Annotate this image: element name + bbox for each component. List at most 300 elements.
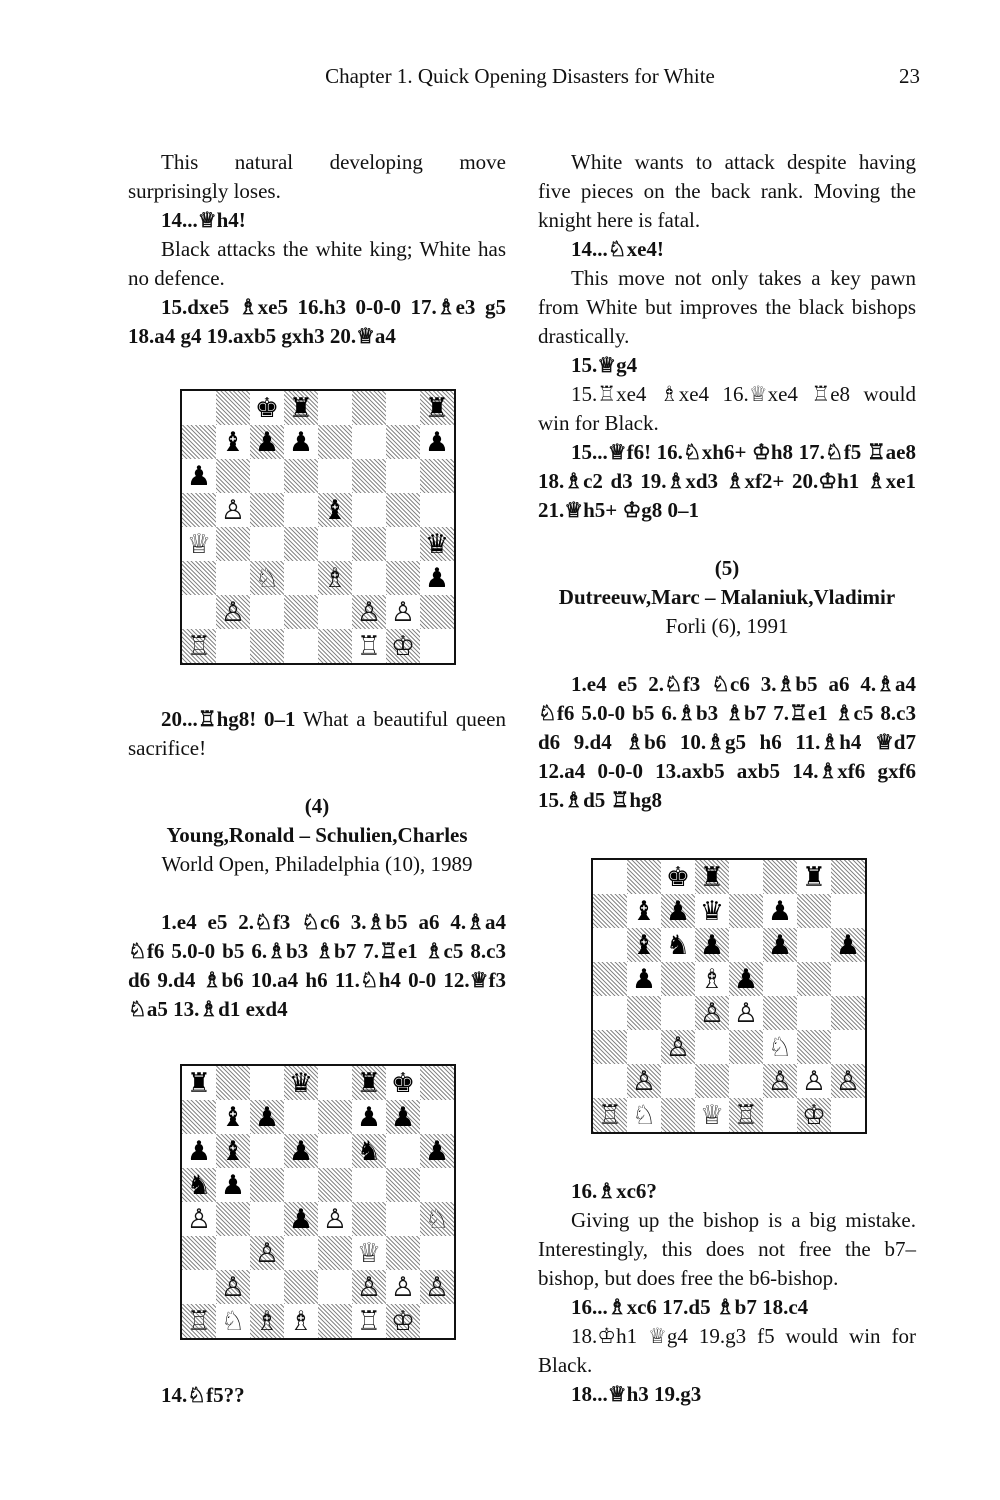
board-square xyxy=(182,425,216,459)
board-square xyxy=(182,493,216,527)
board-square xyxy=(352,1236,386,1270)
white-pawn-icon: ♙ xyxy=(835,1065,861,1097)
white-rook-icon: ♖ xyxy=(356,1305,382,1337)
board-square xyxy=(250,1304,284,1338)
board-square xyxy=(420,459,454,493)
board-square xyxy=(420,1134,454,1168)
board-square xyxy=(284,1100,318,1134)
board-square xyxy=(763,996,797,1030)
board-square xyxy=(695,894,729,928)
board-square xyxy=(763,860,797,894)
black-pawn-icon: ♟ xyxy=(835,929,861,961)
board-square xyxy=(831,860,865,894)
game-players: Dutreeuw,Marc – Malaniuk,Vladimir xyxy=(558,585,896,609)
black-king-icon: ♚ xyxy=(254,392,280,424)
board-square xyxy=(593,860,627,894)
board-square xyxy=(352,1202,386,1236)
board-square xyxy=(216,391,250,425)
board-square xyxy=(386,1168,420,1202)
board-square xyxy=(216,561,250,595)
left-column-top xyxy=(128,148,506,351)
white-pawn-icon: ♙ xyxy=(801,1065,827,1097)
white-rook-icon: ♖ xyxy=(356,630,382,662)
board-square xyxy=(797,860,831,894)
board-square xyxy=(797,928,831,962)
paragraph: 14...♘xe4! xyxy=(571,237,664,261)
board-square xyxy=(729,928,763,962)
running-header: Chapter 1. Quick Opening Disasters for White xyxy=(325,64,715,88)
paragraph: White wants to attack despite having five pieces on the back rank. Moving the knight here is fatal. xyxy=(538,150,916,232)
board-square xyxy=(593,996,627,1030)
black-rook-icon: ♜ xyxy=(699,861,725,893)
game-number: (5) xyxy=(714,556,740,580)
board-square xyxy=(352,527,386,561)
board-square xyxy=(216,1066,250,1100)
board-square xyxy=(284,493,318,527)
black-knight-icon: ♞ xyxy=(186,1169,212,1201)
board-square xyxy=(420,1168,454,1202)
board-square xyxy=(284,561,318,595)
board-square xyxy=(318,527,352,561)
game-moves: 1.e4 e5 2.♘f3 ♘c6 3.♗b5 a6 4.♗a4 ♘f6 5.0-0 b5 6.♗b3 ♗b7 7.♖e1 ♗c5 8.c3 d6 9.d4 ♗b6 10.a4 h6 11.♘h4 0-0 12.♕f3 ♘a5 13.♗d1 exd4 xyxy=(128,910,506,1021)
board-square xyxy=(420,595,454,629)
board-square xyxy=(318,425,352,459)
board-square xyxy=(352,1134,386,1168)
white-knight-icon: ♘ xyxy=(631,1099,657,1131)
black-pawn-icon: ♟ xyxy=(424,562,450,594)
board-square xyxy=(729,894,763,928)
paragraph: This move not only takes a key pawn from White but improves the black bishops drastically. xyxy=(538,266,916,348)
board-square xyxy=(797,1098,831,1132)
board-square xyxy=(284,595,318,629)
board-square xyxy=(661,1064,695,1098)
board-square xyxy=(627,962,661,996)
white-rook-icon: ♖ xyxy=(186,630,212,662)
black-pawn-icon: ♟ xyxy=(186,1135,212,1167)
board-square xyxy=(318,1100,352,1134)
board-square xyxy=(593,894,627,928)
paragraph xyxy=(128,705,506,763)
board-square xyxy=(627,1098,661,1132)
board-square xyxy=(318,1304,352,1338)
board-square xyxy=(797,894,831,928)
white-queen-icon: ♕ xyxy=(356,1237,382,1269)
board-square xyxy=(182,1168,216,1202)
board-square xyxy=(284,1168,318,1202)
board-square xyxy=(695,1064,729,1098)
white-pawn-icon: ♙ xyxy=(356,596,382,628)
board-square xyxy=(797,996,831,1030)
black-rook-icon: ♜ xyxy=(356,1067,382,1099)
board-square xyxy=(250,493,284,527)
white-king-icon: ♔ xyxy=(390,1305,416,1337)
black-rook-icon: ♜ xyxy=(424,392,450,424)
board-square xyxy=(250,595,284,629)
board-square xyxy=(352,1066,386,1100)
board-square xyxy=(420,561,454,595)
board-square xyxy=(831,996,865,1030)
board-square xyxy=(661,1098,695,1132)
black-queen-icon: ♛ xyxy=(699,895,725,927)
board-square xyxy=(695,962,729,996)
board-square xyxy=(182,1134,216,1168)
black-pawn-icon: ♟ xyxy=(254,426,280,458)
white-bishop-icon: ♗ xyxy=(699,963,725,995)
board-square xyxy=(386,1236,420,1270)
board-square xyxy=(318,1168,352,1202)
board-square xyxy=(216,1202,250,1236)
black-queen-icon: ♛ xyxy=(424,528,450,560)
board-square xyxy=(250,425,284,459)
comment-text: What a beautiful queen sacrifice! xyxy=(128,707,506,760)
board-square xyxy=(729,1064,763,1098)
board-square xyxy=(627,860,661,894)
black-rook-icon: ♜ xyxy=(288,392,314,424)
white-pawn-icon: ♙ xyxy=(220,1271,246,1303)
board-square xyxy=(284,425,318,459)
board-square xyxy=(318,1134,352,1168)
white-pawn-icon: ♙ xyxy=(390,596,416,628)
board-square xyxy=(216,1134,250,1168)
board-square xyxy=(729,1030,763,1064)
board-square xyxy=(216,595,250,629)
board-square xyxy=(386,1270,420,1304)
board-square xyxy=(182,459,216,493)
paragraph: 16...♗xc6 17.d5 ♗b7 18.c4 xyxy=(571,1295,809,1319)
left-column-bottom xyxy=(128,1381,506,1410)
board-square xyxy=(627,1064,661,1098)
board-square xyxy=(182,1304,216,1338)
board-square xyxy=(182,561,216,595)
white-knight-icon: ♘ xyxy=(254,562,280,594)
black-pawn-icon: ♟ xyxy=(220,1169,246,1201)
board-square xyxy=(182,595,216,629)
paragraph: 15.♖xe4 ♗xe4 16.♕xe4 ♖e8 would win for Black. xyxy=(538,382,916,435)
board-square xyxy=(216,629,250,663)
black-pawn-icon: ♟ xyxy=(424,426,450,458)
board-square xyxy=(627,928,661,962)
board-square xyxy=(216,1100,250,1134)
white-pawn-icon: ♙ xyxy=(390,1271,416,1303)
board-square xyxy=(250,459,284,493)
game-moves: 1.e4 e5 2.♘f3 ♘c6 3.♗b5 a6 4.♗a4 ♘f6 5.0-0 b5 6.♗b3 ♗b7 7.♖e1 ♗c5 8.c3 d6 9.d4 ♗b6 10.♗g5 h6 11.♗h4 ♕d7 12.a4 0-0-0 13.axb5 axb5 14.♗xf6 gxf6 15.♗d5 ♖hg8 xyxy=(538,672,916,812)
black-king-icon: ♚ xyxy=(390,1067,416,1099)
board-square xyxy=(695,1030,729,1064)
board-square xyxy=(593,928,627,962)
chess-diagram-2 xyxy=(180,1064,456,1340)
white-rook-icon: ♖ xyxy=(733,1099,759,1131)
board-square xyxy=(216,1168,250,1202)
board-square xyxy=(352,595,386,629)
board-square xyxy=(318,595,352,629)
board-square xyxy=(250,1202,284,1236)
board-square xyxy=(284,1066,318,1100)
board-square xyxy=(284,629,318,663)
board-square xyxy=(420,1236,454,1270)
board-square xyxy=(284,1134,318,1168)
board-square xyxy=(763,894,797,928)
left-column-middle xyxy=(128,705,506,1024)
board-square xyxy=(216,459,250,493)
white-queen-icon: ♕ xyxy=(699,1099,725,1131)
game-event: World Open, Philadelphia (10), 1989 xyxy=(161,852,473,876)
black-bishop-icon: ♝ xyxy=(220,1135,246,1167)
board-square xyxy=(216,1270,250,1304)
board-square xyxy=(661,894,695,928)
white-pawn-icon: ♙ xyxy=(733,997,759,1029)
paragraph: Black attacks the white king; White has no defence. xyxy=(128,237,506,290)
board-square xyxy=(661,1030,695,1064)
board-square xyxy=(352,391,386,425)
board-square xyxy=(797,1064,831,1098)
board-square xyxy=(661,928,695,962)
board-square xyxy=(831,1030,865,1064)
board-square xyxy=(386,1304,420,1338)
chess-diagram-1 xyxy=(180,389,456,665)
black-bishop-icon: ♝ xyxy=(220,426,246,458)
board-square xyxy=(729,1098,763,1132)
board-square xyxy=(797,1030,831,1064)
board-square xyxy=(593,1030,627,1064)
white-knight-icon: ♘ xyxy=(424,1203,450,1235)
page-number: 23 xyxy=(899,64,920,88)
board-square xyxy=(386,391,420,425)
board-square xyxy=(593,1098,627,1132)
board-square xyxy=(352,629,386,663)
board-square xyxy=(250,1168,284,1202)
white-bishop-icon: ♗ xyxy=(322,562,348,594)
white-pawn-icon: ♙ xyxy=(322,1203,348,1235)
board-square xyxy=(182,527,216,561)
board-square xyxy=(386,527,420,561)
paragraph: 18.♔h1 ♕g4 19.g3 f5 would win for Black. xyxy=(538,1324,916,1377)
black-knight-icon: ♞ xyxy=(665,929,691,961)
board-square xyxy=(318,1202,352,1236)
board-square xyxy=(284,1270,318,1304)
black-knight-icon: ♞ xyxy=(356,1135,382,1167)
black-rook-icon: ♜ xyxy=(186,1067,212,1099)
board-square xyxy=(831,962,865,996)
white-pawn-icon: ♙ xyxy=(665,1031,691,1063)
board-square xyxy=(250,1270,284,1304)
black-pawn-icon: ♟ xyxy=(288,1135,314,1167)
paragraph: 15.dxe5 ♗xe5 16.h3 0-0-0 17.♗e3 g5 18.a4 g4 19.axb5 gxh3 20.♕a4 xyxy=(128,295,506,348)
board-square xyxy=(250,561,284,595)
board-square xyxy=(318,493,352,527)
white-pawn-icon: ♙ xyxy=(356,1271,382,1303)
board-square xyxy=(352,1100,386,1134)
board-square xyxy=(182,629,216,663)
board-square xyxy=(386,561,420,595)
black-bishop-icon: ♝ xyxy=(220,1101,246,1133)
board-square xyxy=(729,860,763,894)
board-square xyxy=(352,1304,386,1338)
board-square xyxy=(729,996,763,1030)
white-pawn-icon: ♙ xyxy=(220,494,246,526)
board-square xyxy=(284,527,318,561)
board-square xyxy=(386,425,420,459)
black-bishop-icon: ♝ xyxy=(631,895,657,927)
paragraph: 15.♕g4 xyxy=(571,353,638,377)
board-square xyxy=(318,561,352,595)
board-square xyxy=(695,928,729,962)
board-square xyxy=(831,1064,865,1098)
white-pawn-icon: ♙ xyxy=(424,1271,450,1303)
black-rook-icon: ♜ xyxy=(801,861,827,893)
paragraph: 14...♕h4! xyxy=(161,208,246,232)
board-square xyxy=(250,1134,284,1168)
board-square xyxy=(284,459,318,493)
board-square xyxy=(352,459,386,493)
board-square xyxy=(386,493,420,527)
black-pawn-icon: ♟ xyxy=(631,963,657,995)
board-square xyxy=(420,1270,454,1304)
board-square xyxy=(627,1030,661,1064)
board-square xyxy=(763,928,797,962)
board-square xyxy=(661,860,695,894)
board-square xyxy=(386,459,420,493)
board-square xyxy=(216,527,250,561)
board-square xyxy=(318,459,352,493)
white-pawn-icon: ♙ xyxy=(631,1065,657,1097)
board-square xyxy=(420,1100,454,1134)
white-king-icon: ♔ xyxy=(801,1099,827,1131)
move-text: 14.♘f5?? xyxy=(161,1383,245,1407)
board-square xyxy=(250,1236,284,1270)
paragraph: Giving up the bishop is a big mistake. Interestingly, this does not free the b7–bishop, but does free the b6-bishop. xyxy=(538,1208,916,1290)
board-square xyxy=(386,1134,420,1168)
black-bishop-icon: ♝ xyxy=(322,494,348,526)
board-square xyxy=(318,629,352,663)
board-square xyxy=(593,1064,627,1098)
board-square xyxy=(250,629,284,663)
board-square xyxy=(386,595,420,629)
board-square xyxy=(250,527,284,561)
board-square xyxy=(284,391,318,425)
white-bishop-icon: ♗ xyxy=(254,1305,280,1337)
white-pawn-icon: ♙ xyxy=(767,1065,793,1097)
paragraph: 18...♕h3 19.g3 xyxy=(571,1382,702,1406)
board-square xyxy=(216,1236,250,1270)
white-king-icon: ♔ xyxy=(390,630,416,662)
black-pawn-icon: ♟ xyxy=(424,1135,450,1167)
board-square xyxy=(763,962,797,996)
black-pawn-icon: ♟ xyxy=(254,1101,280,1133)
white-pawn-icon: ♙ xyxy=(186,1203,212,1235)
board-square xyxy=(318,391,352,425)
board-square xyxy=(216,1304,250,1338)
black-pawn-icon: ♟ xyxy=(767,929,793,961)
board-square xyxy=(352,1168,386,1202)
board-square xyxy=(352,1270,386,1304)
board-square xyxy=(250,1066,284,1100)
board-square xyxy=(352,561,386,595)
board-square xyxy=(250,1100,284,1134)
board-square xyxy=(216,425,250,459)
board-square xyxy=(831,928,865,962)
board-square xyxy=(182,1236,216,1270)
black-pawn-icon: ♟ xyxy=(390,1101,416,1133)
right-column-top xyxy=(538,148,916,815)
board-square xyxy=(284,1304,318,1338)
black-pawn-icon: ♟ xyxy=(733,963,759,995)
game-number: (4) xyxy=(304,794,330,818)
board-square xyxy=(797,962,831,996)
paragraph: 16.♗xc6? xyxy=(571,1179,657,1203)
board-square xyxy=(420,527,454,561)
white-bishop-icon: ♗ xyxy=(288,1305,314,1337)
white-pawn-icon: ♙ xyxy=(699,997,725,1029)
board-square xyxy=(763,1030,797,1064)
board-square xyxy=(182,1100,216,1134)
black-pawn-icon: ♟ xyxy=(288,426,314,458)
board-square xyxy=(420,629,454,663)
board-square xyxy=(831,894,865,928)
white-pawn-icon: ♙ xyxy=(220,596,246,628)
board-square xyxy=(593,962,627,996)
white-knight-icon: ♘ xyxy=(220,1305,246,1337)
board-square xyxy=(284,1202,318,1236)
chess-diagram-3 xyxy=(591,858,867,1134)
board-square xyxy=(386,1100,420,1134)
board-square xyxy=(695,1098,729,1132)
board-square xyxy=(763,1064,797,1098)
board-square xyxy=(695,860,729,894)
board-square xyxy=(420,493,454,527)
black-pawn-icon: ♟ xyxy=(699,929,725,961)
right-column-bottom xyxy=(538,1177,916,1409)
board-square xyxy=(695,996,729,1030)
board-square xyxy=(216,493,250,527)
board-square xyxy=(318,1066,352,1100)
board-square xyxy=(420,391,454,425)
white-rook-icon: ♖ xyxy=(597,1099,623,1131)
paragraph: 15...♕f6! 16.♘xh6+ ♔h8 17.♘f5 ♖ae8 18.♗c2 d3 19.♗xd3 ♗xf2+ 20.♔h1 ♗xe1 21.♕h5+ ♔g8 0–1 xyxy=(538,440,916,522)
board-square xyxy=(318,1270,352,1304)
board-square xyxy=(284,1236,318,1270)
move-text: 20...♖hg8! 0–1 xyxy=(161,707,296,731)
board-square xyxy=(420,1304,454,1338)
white-queen-icon: ♕ xyxy=(186,528,212,560)
board-square xyxy=(318,1236,352,1270)
board-square xyxy=(182,1270,216,1304)
black-queen-icon: ♛ xyxy=(288,1067,314,1099)
black-pawn-icon: ♟ xyxy=(186,460,212,492)
board-square xyxy=(182,1066,216,1100)
board-square xyxy=(386,1202,420,1236)
board-square xyxy=(420,1202,454,1236)
board-square xyxy=(182,1202,216,1236)
board-square xyxy=(729,962,763,996)
board-square xyxy=(627,894,661,928)
black-pawn-icon: ♟ xyxy=(665,895,691,927)
paragraph: This natural developing move surprisingly loses. xyxy=(128,150,506,203)
white-rook-icon: ♖ xyxy=(186,1305,212,1337)
board-square xyxy=(386,1066,420,1100)
black-king-icon: ♚ xyxy=(665,861,691,893)
board-square xyxy=(250,391,284,425)
board-square xyxy=(420,1066,454,1100)
board-square xyxy=(182,391,216,425)
board-square xyxy=(420,425,454,459)
white-knight-icon: ♘ xyxy=(767,1031,793,1063)
board-square xyxy=(627,996,661,1030)
white-pawn-icon: ♙ xyxy=(254,1237,280,1269)
black-pawn-icon: ♟ xyxy=(356,1101,382,1133)
board-square xyxy=(661,996,695,1030)
board-square xyxy=(386,629,420,663)
board-square xyxy=(831,1098,865,1132)
